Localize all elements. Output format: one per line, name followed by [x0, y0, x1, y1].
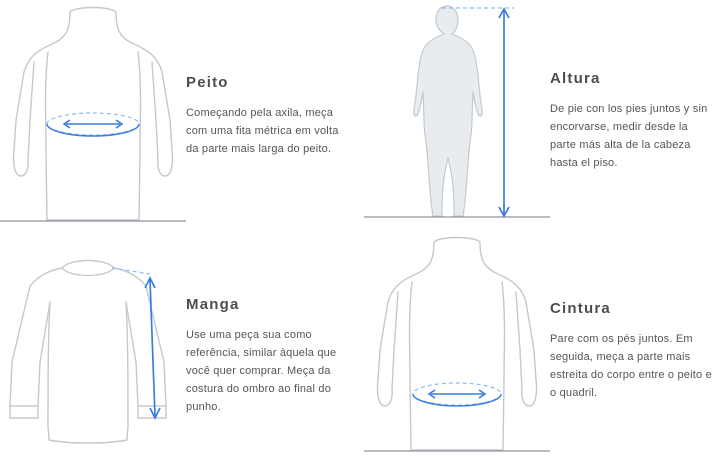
panel-altura — [364, 0, 728, 230]
panel-cintura — [364, 230, 728, 460]
illustration-height — [364, 0, 550, 230]
illustration-sleeve — [0, 230, 186, 460]
panel-title-manga: Manga — [186, 296, 240, 313]
panel-manga — [0, 230, 364, 460]
text-manga — [186, 230, 358, 460]
text-cintura — [550, 230, 722, 460]
panel-peito — [0, 0, 364, 230]
panel-title-altura: Altura — [550, 70, 601, 87]
panel-desc-altura: De pie con los pies juntos y sin encorvarse, medir desde la parte más alta de la cabeza hasta el piso. — [550, 103, 708, 169]
illustration-waist — [364, 230, 550, 460]
illustration-chest — [0, 0, 186, 230]
panel-desc-peito: Começando pela axila, meça com uma fita métrica em volta da parte mais larga do peito. — [186, 107, 339, 155]
panel-title-cintura: Cintura — [550, 300, 611, 317]
panel-title-peito: Peito — [186, 74, 229, 91]
text-peito — [186, 0, 358, 230]
text-altura — [550, 0, 722, 230]
panel-desc-cintura: Pare com os pés juntos. Em seguida, meça a parte mais estreita do corpo entre o peito e o quadril. — [550, 333, 712, 399]
panel-desc-manga: Use uma peça sua como referência, similar àquela que você quer comprar. Meça da costura do ombro ao final do punho. — [186, 329, 337, 413]
